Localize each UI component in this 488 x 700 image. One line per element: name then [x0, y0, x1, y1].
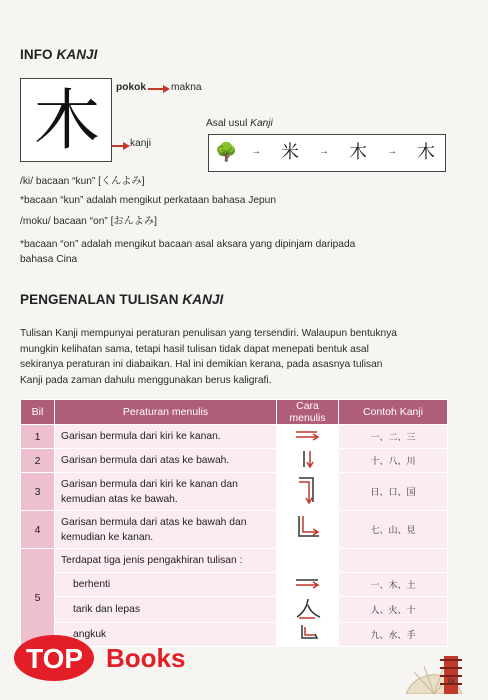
- rules-table: [20, 399, 448, 647]
- intro-line: mungkin kelihatan sama, tetapi hasil tulisan tidak dapat menepati bentuk asal: [20, 343, 369, 355]
- arrow-icon: →: [387, 146, 397, 157]
- row-contoh: 十、八、川: [339, 449, 448, 473]
- intro-paragraph: [20, 326, 452, 388]
- kanji-box: [20, 78, 112, 162]
- table-row: [21, 449, 448, 473]
- pokok-label: pokok: [116, 82, 147, 93]
- row-contoh: 日、口、国: [339, 473, 448, 511]
- row-bil: 1: [21, 425, 55, 449]
- arrow-icon: [112, 145, 124, 147]
- stroke-left-right-icon: [277, 425, 339, 449]
- intro-line: sekiranya peraturan ini diabaikan. Hal ini demikian kerana, pada asasnya tulisan: [20, 359, 383, 370]
- pagoda-fan-icon: [402, 650, 466, 694]
- logo-books-text: Books: [106, 643, 186, 673]
- stroke-hook-icon: [277, 623, 339, 647]
- topbooks-logo: [10, 632, 190, 684]
- row-rule: Garisan bermula dari atas ke bawah.: [55, 449, 277, 473]
- kanji-evolution: [208, 134, 446, 172]
- col-peraturan: Peraturan menulis: [55, 400, 277, 425]
- on-note-cont: bahasa Cina: [20, 254, 78, 265]
- arrow-icon: →: [319, 146, 329, 157]
- on-reading: /moku/ bacaan “on” [おんよみ]: [20, 216, 158, 227]
- row-rule: Garisan bermula dari kiri ke kanan.: [55, 425, 277, 449]
- row-bil: 5: [21, 549, 55, 647]
- row-rule: Terdapat tiga jenis pengakhiran tulisan :: [55, 549, 277, 573]
- stroke-down-then-right-icon: [277, 511, 339, 549]
- intro-line: Kanji pada zaman dahulu menggunakan berus kaligrafi.: [20, 374, 272, 386]
- intro-heading: PENGENALAN TULISAN KANJI: [20, 292, 224, 307]
- info-kanji-heading: INFO KANJI: [20, 47, 98, 62]
- table-row: [21, 597, 448, 623]
- page-number: ix: [448, 676, 456, 687]
- stroke-sweep-icon: [277, 597, 339, 623]
- col-bil: Bil: [21, 400, 55, 425]
- rule-line: kemudian ke kanan.: [61, 531, 154, 543]
- row-contoh: 一、木、土: [339, 573, 448, 597]
- row-contoh: 九、水、手: [339, 623, 448, 647]
- asal-usul-label: Asal usul Kanji: [206, 118, 273, 129]
- kun-note: *bacaan “kun” adalah mengikut perkataan bahasa Jepun: [20, 195, 277, 206]
- rule-line: kemudian atas ke bawah.: [61, 493, 178, 505]
- row-contoh: [339, 549, 448, 573]
- row-rule: angkuk: [55, 623, 277, 647]
- intro-line: Tulisan Kanji mempunyai peraturan penulisan yang tersendiri. Walaupun bentuknya: [20, 328, 397, 339]
- arrow-icon: [148, 88, 164, 90]
- col-contoh: Contoh Kanji: [339, 400, 448, 425]
- row-rule: [55, 511, 277, 549]
- row-rule: berhenti: [55, 573, 277, 597]
- table-row: [21, 549, 448, 573]
- row-bil: 3: [21, 473, 55, 511]
- row-contoh: 一、二、三: [339, 425, 448, 449]
- makna-label: makna: [171, 82, 202, 93]
- table-row: [21, 473, 448, 511]
- on-note: *bacaan “on” adalah mengikut bacaan asal aksara yang dipinjam daripada: [20, 239, 356, 250]
- arrow-icon: →: [251, 146, 261, 157]
- empty-cell: [277, 549, 339, 573]
- tree-icon: 🌳: [215, 142, 238, 163]
- logo-top-text: TOP: [26, 643, 84, 674]
- row-contoh: 人、火、十: [339, 597, 448, 623]
- kun-reading: /ki/ bacaan “kun” [くんよみ]: [20, 176, 145, 187]
- rule-line: Garisan bermula dari atas ke bawah dan: [61, 516, 247, 528]
- row-rule: [55, 473, 277, 511]
- kanji-stage-2: 米: [281, 142, 299, 163]
- stroke-stop-icon: [277, 573, 339, 597]
- kanji-character: 木: [34, 82, 100, 159]
- table-row: [21, 425, 448, 449]
- table-row: [21, 511, 448, 549]
- rule-line: Garisan bermula dari kiri ke kanan dan: [61, 478, 238, 490]
- stroke-top-bottom-icon: [277, 449, 339, 473]
- kanji-stage-4: 木: [417, 142, 435, 163]
- row-contoh: 七、山、見: [339, 511, 448, 549]
- row-bil: 2: [21, 449, 55, 473]
- kanji-stage-3: 木: [349, 142, 367, 163]
- row-bil: 4: [21, 511, 55, 549]
- row-rule: tarik dan lepas: [55, 597, 277, 623]
- kanji-label: kanji: [130, 138, 151, 149]
- stroke-right-then-down-icon: [277, 473, 339, 511]
- table-row: [21, 573, 448, 597]
- col-cara: Cara menulis: [277, 400, 339, 425]
